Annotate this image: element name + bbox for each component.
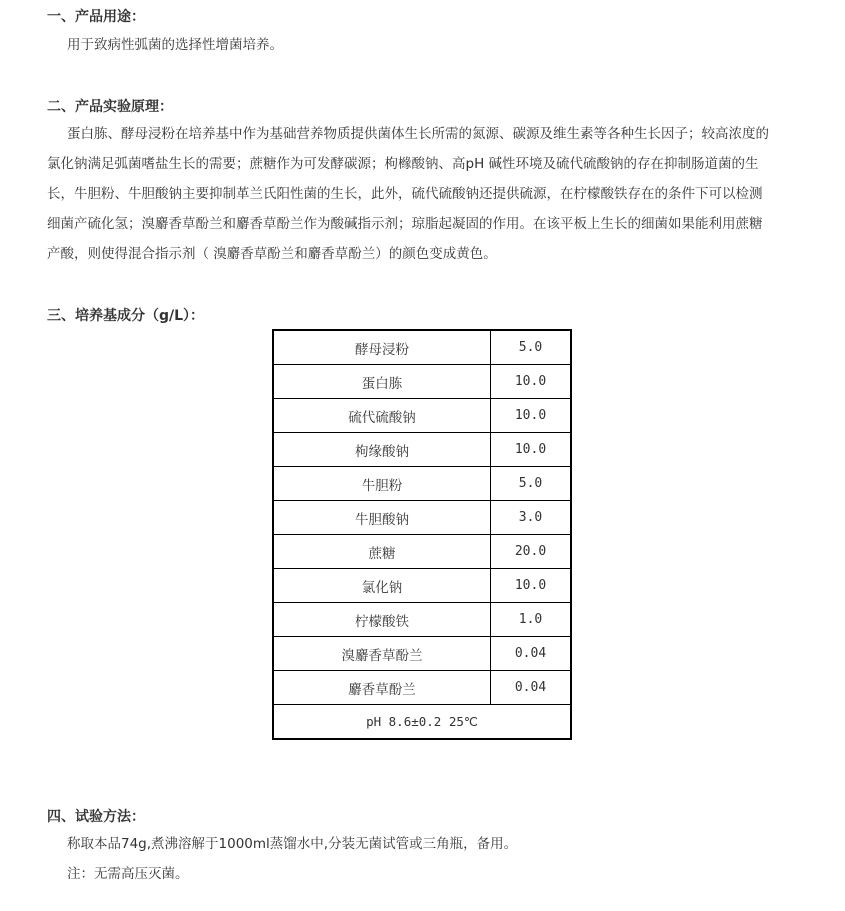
ingredient-value: 10.0 — [491, 569, 572, 603]
ingredient-name: 蔗糖 — [273, 535, 491, 569]
table-row — [273, 501, 571, 535]
ingredient-name: 枸缘酸钠 — [273, 433, 491, 467]
method-note: 注：无需高压灭菌。 — [67, 866, 189, 882]
table-footer-row — [273, 705, 571, 740]
table-row — [273, 467, 571, 501]
table-row — [273, 569, 571, 603]
ingredient-value: 10.0 — [491, 433, 572, 467]
section-usage-body — [47, 30, 807, 60]
ingredient-name: 溴麝香草酚兰 — [273, 637, 491, 671]
method-line: 称取本品74g,煮沸溶解于1000ml蒸馏水中,分装无菌试管或三角瓶，备用。 — [67, 836, 518, 852]
ingredient-value: 3.0 — [491, 501, 572, 535]
principle-line: 氯化钠满足弧菌嗜盐生长的需要；蔗糖作为可发酵碳源；枸橼酸钠、高pH 碱性环境及硫代硫酸钠的存在抑制肠道菌的生 — [47, 156, 759, 172]
ingredient-value: 1.0 — [491, 603, 572, 637]
table-row — [273, 433, 571, 467]
section-method-body — [47, 829, 807, 889]
ingredient-name: 酵母浸粉 — [273, 330, 491, 365]
table-row — [273, 671, 571, 705]
ingredient-value: 20.0 — [491, 535, 572, 569]
ingredient-name: 氯化钠 — [273, 569, 491, 603]
table-row — [273, 535, 571, 569]
ingredient-value: 5.0 — [491, 330, 572, 365]
ingredient-value: 10.0 — [491, 399, 572, 433]
ingredient-value: 0.04 — [491, 637, 572, 671]
usage-line: 用于致病性弧菌的选择性增菌培养。 — [67, 37, 283, 53]
principle-line: 长，牛胆粉、牛胆酸钠主要抑制革兰氏阳性菌的生长，此外，硫代硫酸钠还提供硫源，在柠檬酸铁存在的条件下可以检测 — [47, 186, 763, 202]
table-row — [273, 330, 571, 365]
ingredient-value: 5.0 — [491, 467, 572, 501]
section-principle-body — [47, 119, 807, 269]
principle-line: 蛋白胨、酵母浸粉在培养基中作为基础营养物质提供菌体生长所需的氮源、碳源及维生素等各种生长因子；较高浓度的 — [67, 126, 769, 142]
table-row — [273, 637, 571, 671]
table-row — [273, 399, 571, 433]
ph-note: pH 8.6±0.2 25℃ — [273, 705, 571, 740]
ingredient-name: 牛胆酸钠 — [273, 501, 491, 535]
ingredient-name: 柠檬酸铁 — [273, 603, 491, 637]
table-row — [273, 365, 571, 399]
principle-line: 细菌产硫化氢；溴麝香草酚兰和麝香草酚兰作为酸碱指示剂；琼脂起凝固的作用。在该平板上生长的细菌如果能利用蔗糖 — [47, 216, 763, 232]
ingredient-name: 牛胆粉 — [273, 467, 491, 501]
composition-table — [272, 329, 572, 740]
ingredient-value: 0.04 — [491, 671, 572, 705]
section-composition-title: 三、培养基成分（g/L）： — [47, 308, 205, 324]
section-usage-title: 一、产品用途： — [47, 9, 145, 25]
principle-line: 产酸，则使得混合指示剂（ 溴麝香草酚兰和麝香草酚兰）的颜色变成黄色。 — [47, 246, 497, 262]
section-method-title: 四、试验方法： — [47, 809, 145, 825]
section-principle-title: 二、产品实验原理： — [47, 99, 173, 115]
ingredient-name: 蛋白胨 — [273, 365, 491, 399]
ingredient-value: 10.0 — [491, 365, 572, 399]
ingredient-name: 硫代硫酸钠 — [273, 399, 491, 433]
ingredient-name: 麝香草酚兰 — [273, 671, 491, 705]
table-row — [273, 603, 571, 637]
